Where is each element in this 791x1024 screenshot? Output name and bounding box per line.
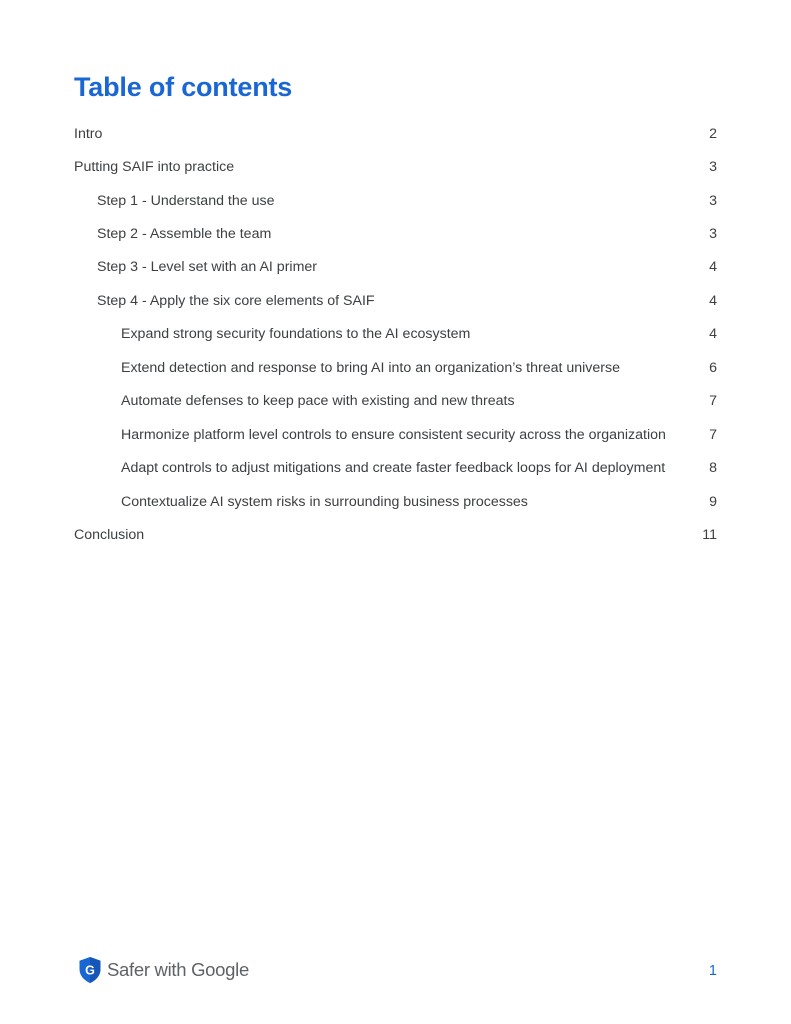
toc-entry-label[interactable]: Conclusion: [74, 526, 145, 543]
page-number: 1: [708, 963, 717, 979]
toc-entry[interactable]: [74, 485, 717, 518]
toc-entry[interactable]: [74, 385, 717, 418]
safer-with-google-logo: [78, 955, 249, 985]
toc-entry[interactable]: [74, 351, 717, 384]
google-shield-icon: [78, 956, 102, 984]
toc-entry-page[interactable]: 8: [709, 460, 717, 477]
toc-entry[interactable]: [74, 117, 717, 150]
toc-entry-label[interactable]: Step 1 - Understand the use: [97, 192, 275, 209]
toc-entry-page[interactable]: 4: [709, 326, 717, 343]
toc-entry-page[interactable]: 2: [709, 125, 717, 142]
toc-entry-page[interactable]: 11: [702, 526, 717, 543]
toc-entry[interactable]: [74, 518, 717, 551]
toc-entry[interactable]: [74, 217, 717, 250]
toc-entry-label[interactable]: Step 3 - Level set with an AI primer: [97, 259, 318, 276]
svg-text:G: G: [85, 963, 95, 978]
table-of-contents: [74, 117, 717, 552]
toc-entry-page[interactable]: 7: [709, 426, 717, 443]
toc-entry-page[interactable]: 4: [709, 292, 717, 309]
toc-entry[interactable]: [74, 150, 717, 183]
toc-entry[interactable]: [74, 318, 717, 351]
toc-entry-label[interactable]: Putting SAIF into practice: [74, 159, 235, 176]
toc-entry[interactable]: [74, 418, 717, 451]
toc-entry-page[interactable]: 9: [709, 493, 717, 510]
toc-entry-page[interactable]: 3: [709, 226, 717, 243]
toc-entry[interactable]: [74, 284, 717, 317]
page-title: Table of contents: [74, 72, 293, 102]
toc-entry-page[interactable]: 3: [709, 159, 717, 176]
toc-entry-label[interactable]: Expand strong security foundations to the AI ecosystem: [121, 326, 471, 343]
toc-entry-label[interactable]: Step 2 - Assemble the team: [97, 226, 272, 243]
toc-entry[interactable]: [74, 251, 717, 284]
toc-entry-label[interactable]: Contextualize AI system risks in surrounding business processes: [121, 493, 528, 510]
toc-entry[interactable]: [74, 451, 717, 484]
toc-entry-label[interactable]: Intro: [74, 125, 103, 142]
toc-entry[interactable]: [74, 184, 717, 217]
toc-entry-page[interactable]: 4: [709, 259, 717, 276]
toc-entry-page[interactable]: 7: [709, 393, 717, 410]
logo-text: Safer with Google: [107, 959, 249, 980]
toc-entry-page[interactable]: 3: [709, 192, 717, 209]
toc-entry-label[interactable]: Adapt controls to adjust mitigations and create faster feedback loops for AI deployment: [121, 460, 666, 477]
toc-entry-label[interactable]: Step 4 - Apply the six core elements of SAIF: [97, 292, 375, 309]
toc-entry-label[interactable]: Harmonize platform level controls to ensure consistent security across the organization: [121, 426, 666, 443]
toc-entry-page[interactable]: 6: [709, 359, 717, 376]
toc-entry-label[interactable]: Automate defenses to keep pace with existing and new threats: [121, 393, 515, 410]
toc-entry-label[interactable]: Extend detection and response to bring AI into an organization’s threat universe: [121, 359, 620, 376]
